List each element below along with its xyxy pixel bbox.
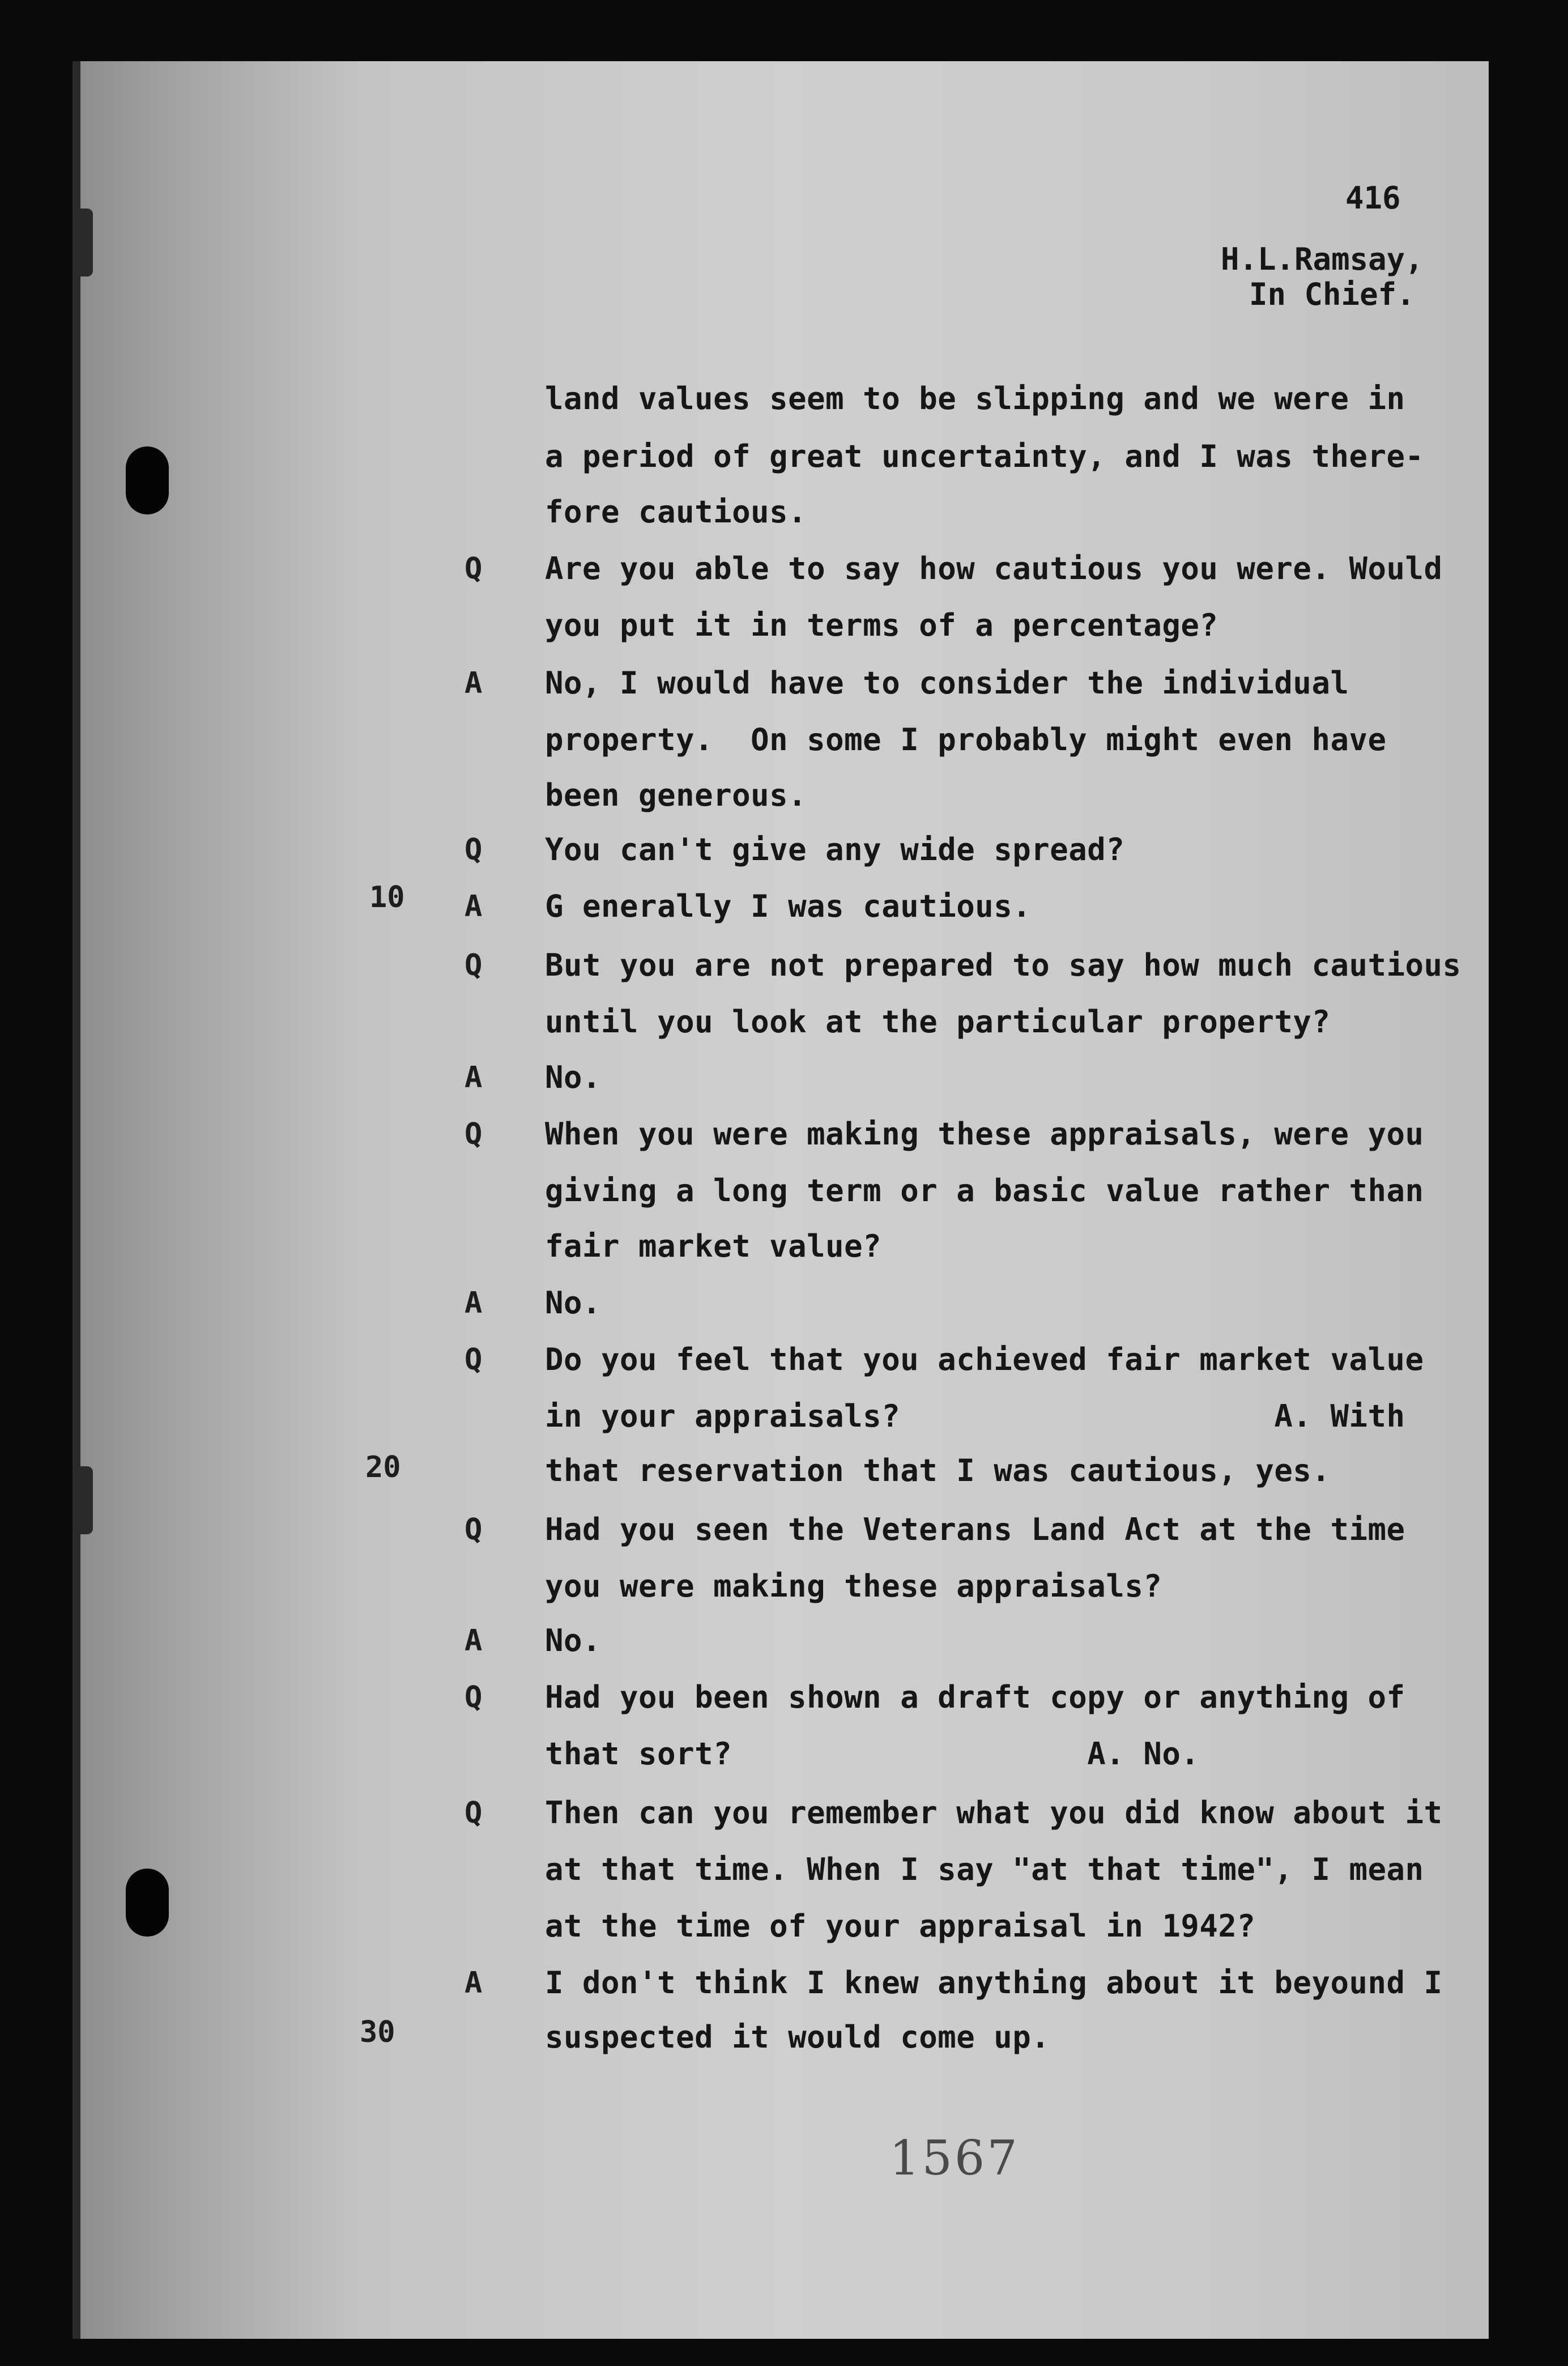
transcript-line: Had you been shown a draft copy or anything of [545, 1679, 1405, 1715]
transcript-line: No. [545, 1623, 602, 1658]
speaker-marker: Q [465, 552, 483, 586]
transcript-line: that reservation that I was cautious, yes. [545, 1453, 1331, 1488]
transcript-line: When you were making these appraisals, were you [545, 1116, 1424, 1152]
transcript-line: at the time of your appraisal in 1942? [545, 1908, 1256, 1944]
transcript-line: fair market value? [545, 1228, 882, 1264]
speaker-marker: A [465, 1286, 483, 1320]
transcript-line: you were making these appraisals? [545, 1568, 1162, 1604]
line-number: 30 [360, 2015, 395, 2049]
transcript-line: No. [545, 1285, 602, 1321]
transcript-line: G enerally I was cautious. [545, 888, 1032, 924]
witness-name: H.L.Ramsay, [1221, 241, 1424, 277]
speaker-marker: A [465, 1061, 483, 1095]
transcript-line: suspected it would come up. [545, 2019, 1050, 2055]
transcript-line: in your appraisals? A. With [545, 1398, 1405, 1434]
binding-mark [80, 208, 93, 276]
speaker-marker: Q [465, 833, 483, 867]
transcript-line: giving a long term or a basic value rather than [545, 1173, 1424, 1208]
speaker-marker: Q [465, 1117, 483, 1151]
transcript-line: that sort? A. No. [545, 1736, 1200, 1772]
transcript-line: until you look at the particular property? [545, 1004, 1331, 1040]
speaker-marker: A [465, 666, 483, 700]
transcript-line: Then can you remember what you did know about it [545, 1795, 1443, 1831]
transcript-line: No. [545, 1059, 602, 1095]
speaker-marker: A [465, 1624, 483, 1658]
transcript-line: you put it in terms of a percentage? [545, 607, 1218, 643]
transcript-line: a period of great uncertainty, and I was there- [545, 439, 1424, 474]
transcript-line: Are you able to say how cautious you were. Would [545, 551, 1443, 586]
transcript-line: been generous. [545, 777, 807, 813]
transcript-line: fore cautious. [545, 494, 807, 530]
speaker-marker: Q [465, 948, 483, 982]
transcript-line: land values seem to be slipping and we were in [545, 381, 1405, 416]
transcript-line: Do you feel that you achieved fair market value [545, 1342, 1424, 1377]
speaker-marker: Q [465, 1796, 483, 1830]
binding-mark [80, 1466, 93, 1534]
transcript-line: at that time. When I say "at that time", I mean [545, 1852, 1424, 1887]
transcript-line: But you are not prepared to say how much cautious [545, 947, 1462, 983]
speaker-marker: Q [465, 1513, 483, 1547]
transcript-line: property. On some I probably might even have [545, 722, 1387, 758]
transcript-line: I don't think I knew anything about it beyound I [545, 1965, 1443, 2001]
speaker-marker: Q [465, 1680, 483, 1714]
page-stamp: 1567 [889, 2130, 1020, 2186]
transcript-line: No, I would have to consider the individual [545, 665, 1349, 701]
punch-hole [126, 446, 169, 514]
transcript-line: You can't give any wide spread? [545, 832, 1125, 867]
line-number: 20 [365, 1450, 401, 1484]
speaker-marker: Q [465, 1343, 483, 1377]
speaker-marker: A [465, 1966, 483, 2000]
page-number: 416 [1345, 180, 1401, 216]
punch-hole [126, 1869, 169, 1937]
line-number: 10 [369, 880, 405, 914]
speaker-marker: A [465, 890, 483, 924]
examination-type: In Chief. [1249, 276, 1415, 312]
transcript-line: Had you seen the Veterans Land Act at the time [545, 1512, 1405, 1547]
